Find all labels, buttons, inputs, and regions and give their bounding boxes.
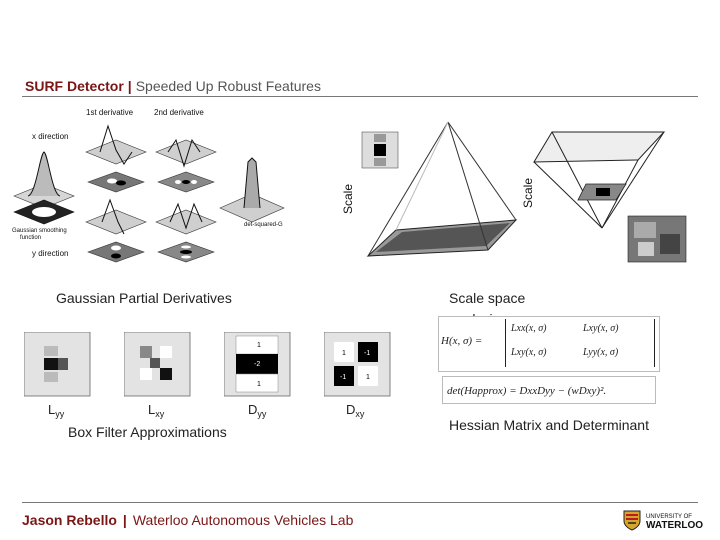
tile-row2-1 xyxy=(88,172,144,192)
tile-row2-2 xyxy=(158,172,214,192)
col-2nd-derivative: 2nd derivative xyxy=(154,108,204,117)
photo-thumbnail xyxy=(628,216,686,262)
inverted-pyramid xyxy=(534,132,664,228)
hessian-lxx: Lxx(x, σ) xyxy=(511,323,547,334)
header-rule xyxy=(22,96,698,97)
scale-filter-tile xyxy=(362,132,398,168)
crest-icon xyxy=(624,511,640,530)
dxy-num-br: 1 xyxy=(366,374,370,381)
label-lyy: $L_{yy}$ xyxy=(48,402,65,419)
surface-x-1st xyxy=(86,126,146,164)
surface-gaussian xyxy=(14,152,74,224)
dxy-num-tl: 1 xyxy=(342,350,346,357)
logo-line2: WATERLOO xyxy=(646,520,704,531)
caption-box-filters: Box Filter Approximations xyxy=(68,424,227,440)
det-label: det-squared-G xyxy=(244,222,283,228)
caption-hessian: Hessian Matrix and Determinant xyxy=(449,417,649,433)
slide-header xyxy=(25,78,321,94)
y-direction-label: y direction xyxy=(32,249,69,258)
scale-space-figure xyxy=(338,104,698,268)
box-filter-lxy xyxy=(124,332,194,398)
caption-gaussian: Gaussian Partial Derivatives xyxy=(56,290,232,306)
footer-separator: | xyxy=(122,512,127,528)
header-separator: | xyxy=(127,78,132,94)
x-direction-label: x direction xyxy=(32,132,69,141)
gaussian-label-2: function xyxy=(20,235,42,241)
box-filter-lyy xyxy=(24,332,94,398)
hessian-lyy: Lyy(x, σ) xyxy=(583,347,619,358)
dxy-num-tr: -1 xyxy=(364,350,371,357)
gaussian-label-1: Gaussian smoothing xyxy=(12,228,67,234)
tile-row4-2 xyxy=(158,242,214,262)
footer-lab: Waterloo Autonomous Vehicles Lab xyxy=(132,512,354,528)
dyy-num-bot: 1 xyxy=(257,381,261,388)
label-dyy: $D_{yy}$ xyxy=(248,402,267,419)
label-lxy: $L_{xy}$ xyxy=(148,402,165,419)
dyy-num-top: 1 xyxy=(257,342,261,349)
surface-det xyxy=(220,158,284,222)
logo-line1: UNIVERSITY OF xyxy=(646,514,692,520)
surface-x-2nd xyxy=(156,140,216,166)
hessian-lyx: Lxy(x, σ) xyxy=(511,347,547,358)
label-dxy: $D_{xy}$ xyxy=(346,402,365,419)
tile-row4-1 xyxy=(88,242,144,262)
scale-axis-right: Scale xyxy=(521,177,535,208)
box-filter-dyy xyxy=(224,332,294,398)
footer-rule xyxy=(22,502,698,503)
determinant-formula: det(Happrox) = DxxDyy − (wDxy)². xyxy=(442,376,656,404)
box-filter-dxy xyxy=(324,332,394,398)
hessian-matrix-box xyxy=(438,316,660,372)
scale-axis-left: Scale xyxy=(341,183,355,214)
surface-y-1st xyxy=(86,200,146,234)
dxy-num-bl: -1 xyxy=(340,374,347,381)
caption-scale-line1: Scale space xyxy=(449,290,526,306)
slide-title: SURF Detector xyxy=(25,78,124,94)
gaussian-derivatives-figure xyxy=(8,104,308,272)
surface-y-2nd xyxy=(156,204,216,234)
footer-author: Jason Rebello xyxy=(22,512,117,528)
footer xyxy=(22,512,353,528)
slide-subtitle: Speeded Up Robust Features xyxy=(135,78,321,94)
dyy-num-mid: -2 xyxy=(254,361,261,368)
university-logo xyxy=(622,508,714,532)
col-1st-derivative: 1st derivative xyxy=(86,108,134,117)
hessian-lhs: H(x, σ) = xyxy=(441,335,483,347)
hessian-lxy: Lxy(x, σ) xyxy=(583,323,619,334)
